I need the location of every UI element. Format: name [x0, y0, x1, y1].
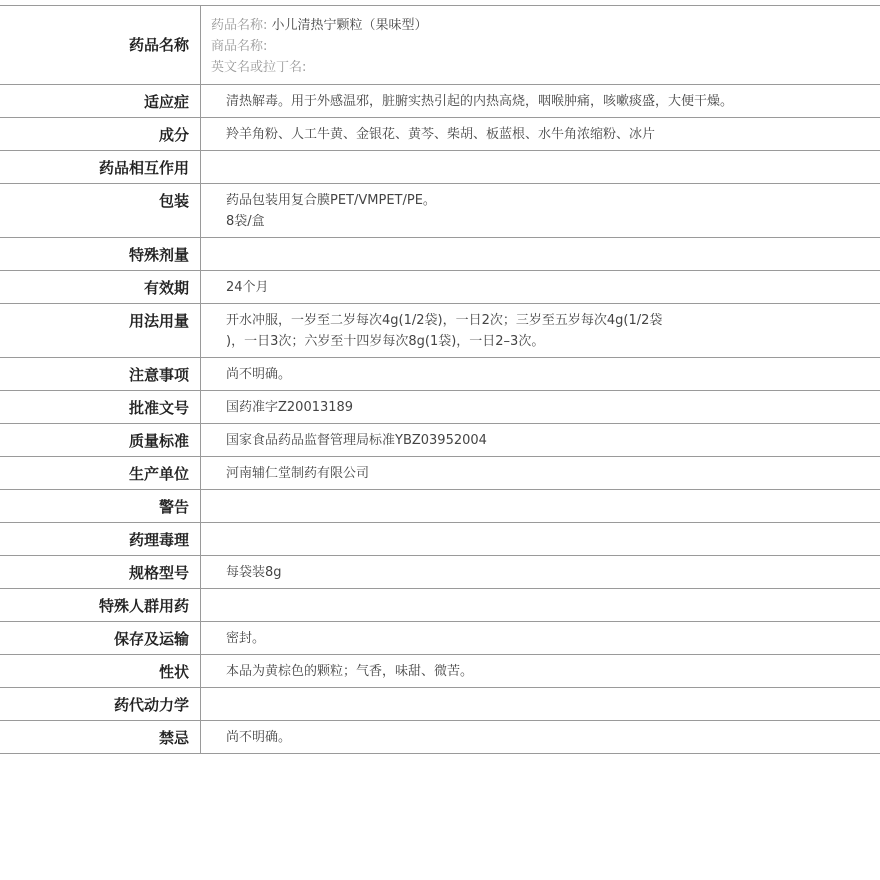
table-row	[0, 721, 880, 754]
table-row	[0, 85, 880, 118]
row-value-cell	[201, 238, 880, 271]
row-label: 药代动力学	[113, 696, 189, 714]
row-label-cell	[0, 151, 201, 184]
table-row	[0, 688, 880, 721]
row-label: 注意事项	[128, 366, 189, 384]
table-row	[0, 238, 880, 271]
row-label: 有效期	[143, 279, 189, 297]
row-label-cell	[0, 589, 201, 622]
row-label: 药理毒理	[128, 531, 189, 549]
table-row	[0, 184, 880, 238]
row-value	[201, 688, 880, 699]
row-value-cell	[201, 85, 880, 118]
row-value-cell	[201, 490, 880, 523]
row-value-cell	[201, 556, 880, 589]
row-value: 尚不明确。	[226, 367, 292, 382]
row-value-cell	[201, 391, 880, 424]
row-label-cell	[0, 721, 201, 754]
row-value: 国家食品药品监督管理局标准YBZ03952004	[226, 433, 487, 448]
row-value	[201, 151, 880, 162]
row-label-cell	[0, 523, 201, 556]
row-value-cell	[201, 271, 880, 304]
row-value-cell	[201, 358, 880, 391]
row-value: 本品为黄棕色的颗粒；气香，味甜、微苦。	[226, 664, 474, 679]
row-value-cell	[201, 688, 880, 721]
row-label: 生产单位	[128, 465, 189, 483]
row-value-cell	[201, 151, 880, 184]
row-value: 清热解毒。用于外感温邪，脏腑实热引起的内热高烧，咽喉肿痛，咳嗽痰盛，大便干燥。	[226, 94, 734, 109]
row-label-cell	[0, 304, 201, 358]
row-label-cell	[0, 358, 201, 391]
generic-name-line	[211, 15, 870, 36]
row-label: 质量标准	[128, 432, 189, 450]
row-label-cell	[0, 490, 201, 523]
table-row	[0, 622, 880, 655]
row-label-cell	[0, 85, 201, 118]
row-label: 成分	[158, 126, 189, 144]
row-label: 用法用量	[128, 312, 189, 330]
row-value-cell	[201, 304, 880, 358]
table-row	[0, 358, 880, 391]
row-value: 24个月	[226, 280, 269, 295]
table-row	[0, 304, 880, 358]
row-value-cell	[201, 6, 880, 85]
row-label: 警告	[158, 498, 189, 516]
table-row	[0, 457, 880, 490]
row-value: 开水冲服，一岁至二岁每次4g(1/2袋)，一日2次；三岁至五岁每次4g(1/2袋 )，一日3次；六岁至十四岁每次8g(1袋)，一日2–3次。	[226, 313, 663, 349]
english-name-line	[211, 57, 870, 78]
row-value-cell	[201, 523, 880, 556]
row-value-cell	[201, 721, 880, 754]
row-label-cell	[0, 688, 201, 721]
row-label: 特殊人群用药	[98, 597, 189, 615]
row-label-cell	[0, 457, 201, 490]
row-value: 尚不明确。	[226, 730, 292, 745]
drug-name-block	[201, 6, 880, 84]
row-label-cell	[0, 6, 201, 85]
row-label: 适应症	[143, 93, 189, 111]
row-label: 禁忌	[158, 729, 189, 747]
drug-info-table-body	[0, 6, 880, 754]
row-value-cell	[201, 424, 880, 457]
row-value-cell	[201, 457, 880, 490]
table-row	[0, 118, 880, 151]
row-value	[201, 523, 880, 534]
row-value: 羚羊角粉、人工牛黄、金银花、黄芩、柴胡、板蓝根、水牛角浓缩粉、冰片	[226, 127, 656, 142]
table-row	[0, 391, 880, 424]
table-row	[0, 556, 880, 589]
row-label: 包装	[158, 192, 189, 210]
row-value-cell	[201, 622, 880, 655]
row-label-cell	[0, 391, 201, 424]
table-row	[0, 523, 880, 556]
row-value	[201, 589, 880, 600]
row-value	[201, 490, 880, 501]
row-label-cell	[0, 184, 201, 238]
generic-name-value: 小儿清热宁颗粒（果味型）	[271, 18, 428, 33]
row-label: 药品名称	[128, 36, 189, 54]
row-value: 每袋装8g	[226, 565, 282, 580]
row-value: 河南辅仁堂制药有限公司	[226, 466, 370, 481]
row-value: 国药准字Z20013189	[226, 400, 354, 415]
row-value-cell	[201, 118, 880, 151]
table-row	[0, 589, 880, 622]
row-label: 保存及运输	[113, 630, 189, 648]
row-label-cell	[0, 238, 201, 271]
english-name-key: 英文名或拉丁名:	[211, 60, 307, 75]
table-row	[0, 424, 880, 457]
table-row	[0, 490, 880, 523]
row-label: 性状	[158, 663, 189, 681]
row-value	[201, 238, 880, 249]
row-value: 药品包装用复合膜PET/VMPET/PE。 8袋/盒	[226, 193, 436, 229]
table-row-drug-name	[0, 6, 880, 85]
row-label-cell	[0, 424, 201, 457]
row-label-cell	[0, 556, 201, 589]
trade-name-key: 商品名称:	[211, 39, 268, 54]
row-label-cell	[0, 271, 201, 304]
row-label: 批准文号	[128, 399, 189, 417]
row-label: 药品相互作用	[98, 159, 189, 177]
row-value-cell	[201, 655, 880, 688]
row-value-cell	[201, 184, 880, 238]
table-row	[0, 271, 880, 304]
row-value: 密封。	[226, 631, 266, 646]
row-label-cell	[0, 118, 201, 151]
row-label: 规格型号	[128, 564, 189, 582]
generic-name-key: 药品名称:	[211, 18, 268, 33]
drug-info-table	[0, 5, 880, 754]
table-row	[0, 655, 880, 688]
row-label: 特殊剂量	[128, 246, 189, 264]
table-row	[0, 151, 880, 184]
trade-name-line	[211, 36, 870, 57]
row-label-cell	[0, 655, 201, 688]
row-label-cell	[0, 622, 201, 655]
row-value-cell	[201, 589, 880, 622]
